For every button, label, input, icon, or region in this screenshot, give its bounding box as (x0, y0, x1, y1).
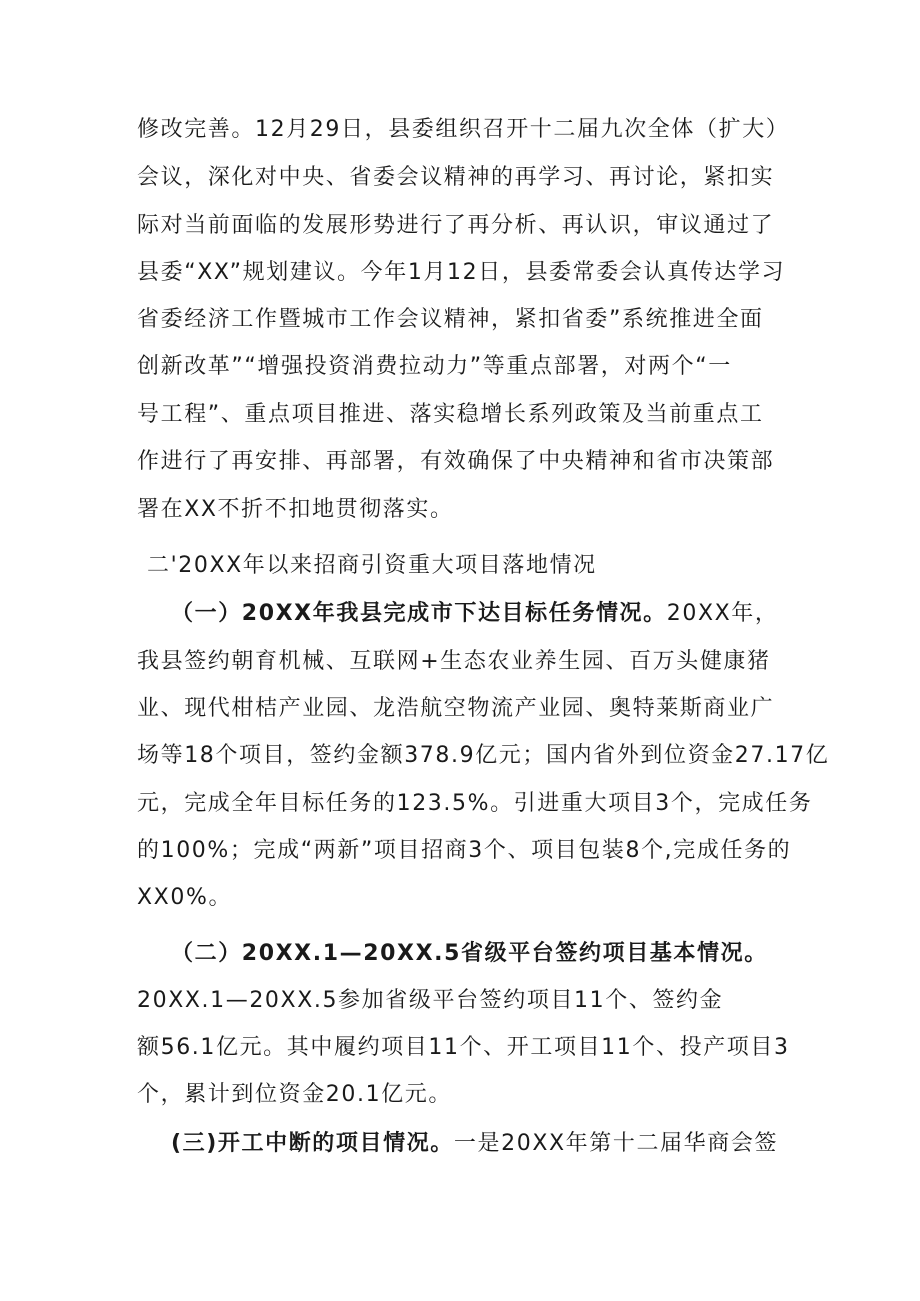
paragraph-line: 的100%；完成“两新”项目招商3个、项目包装8个,完成任务的 (137, 838, 792, 863)
subsection-heading-line (171, 600, 779, 628)
paragraph-line: 署在XX不折不扣地贯彻落实。 (137, 497, 454, 522)
paragraph-line: 际对当前面临的发展形势进行了再分析、再认识，审议通过了 (137, 213, 775, 238)
subsection-heading: （一）20XX年我县完成市下达目标任务情况。 (171, 601, 667, 626)
paragraph-line: XX0%。 (137, 885, 233, 910)
subsection-heading: （二）20XX.1—20XX.5省级平台签约项目基本情况。 (171, 941, 768, 966)
subsection-heading-tail: 20XX年， (666, 601, 779, 626)
paragraph-line: 作进行了再安排、再部署，有效确保了中央精神和省市决策部 (137, 449, 775, 474)
paragraph-line: 个，累计到位资金20.1亿元。 (137, 1082, 452, 1107)
subsection-heading-tail: 一是20XX年第十二届华商会签 (453, 1131, 779, 1156)
paragraph-line: 额56.1亿元。其中履约项目11个、开工项目11个、投产项目3 (137, 1035, 790, 1060)
paragraph-line: 元，完成全年目标任务的123.5%。引进重大项目3个，完成任务 (137, 791, 813, 816)
paragraph-line: 修改完善。12月29日，县委组织召开十二届九次全体（扩大） (137, 117, 790, 142)
paragraph-line: 县委“XX”规划建议。今年1月12日，县委常委会认真传达学习 (137, 260, 786, 285)
paragraph-line: 号工程”、重点项目推进、落实稳增长系列政策及当前重点工 (137, 402, 764, 427)
section-heading: 二'20XX年以来招商引资重大项目落地情况 (147, 553, 597, 578)
subsection-heading-line (171, 1130, 778, 1158)
paragraph-line: 会议，深化对中央、省委会议精神的再学习、再讨论，紧扣实 (137, 165, 775, 190)
paragraph-line: 20XX.1—20XX.5参加省级平台签约项目11个、签约金 (137, 988, 724, 1013)
paragraph-line: 我县签约朝育机械、互联网+生态农业养生园、百万头健康猪 (137, 649, 771, 674)
paragraph-line: 业、现代柑桔产业园、龙浩航空物流产业园、奥特莱斯商业广 (137, 696, 775, 721)
subsection-heading: (三)开工中断的项目情况。 (171, 1131, 454, 1156)
paragraph-line: 场等18个项目，签约金额378.9亿元；国内省外到位资金27.17亿 (137, 743, 830, 768)
paragraph-line: 创新改革”“增强投资消费拉动力”等重点部署，对两个“一 (137, 354, 732, 379)
paragraph-line: 省委经济工作暨城市工作会议精神，紧扣省委”系统推进全面 (137, 307, 764, 332)
